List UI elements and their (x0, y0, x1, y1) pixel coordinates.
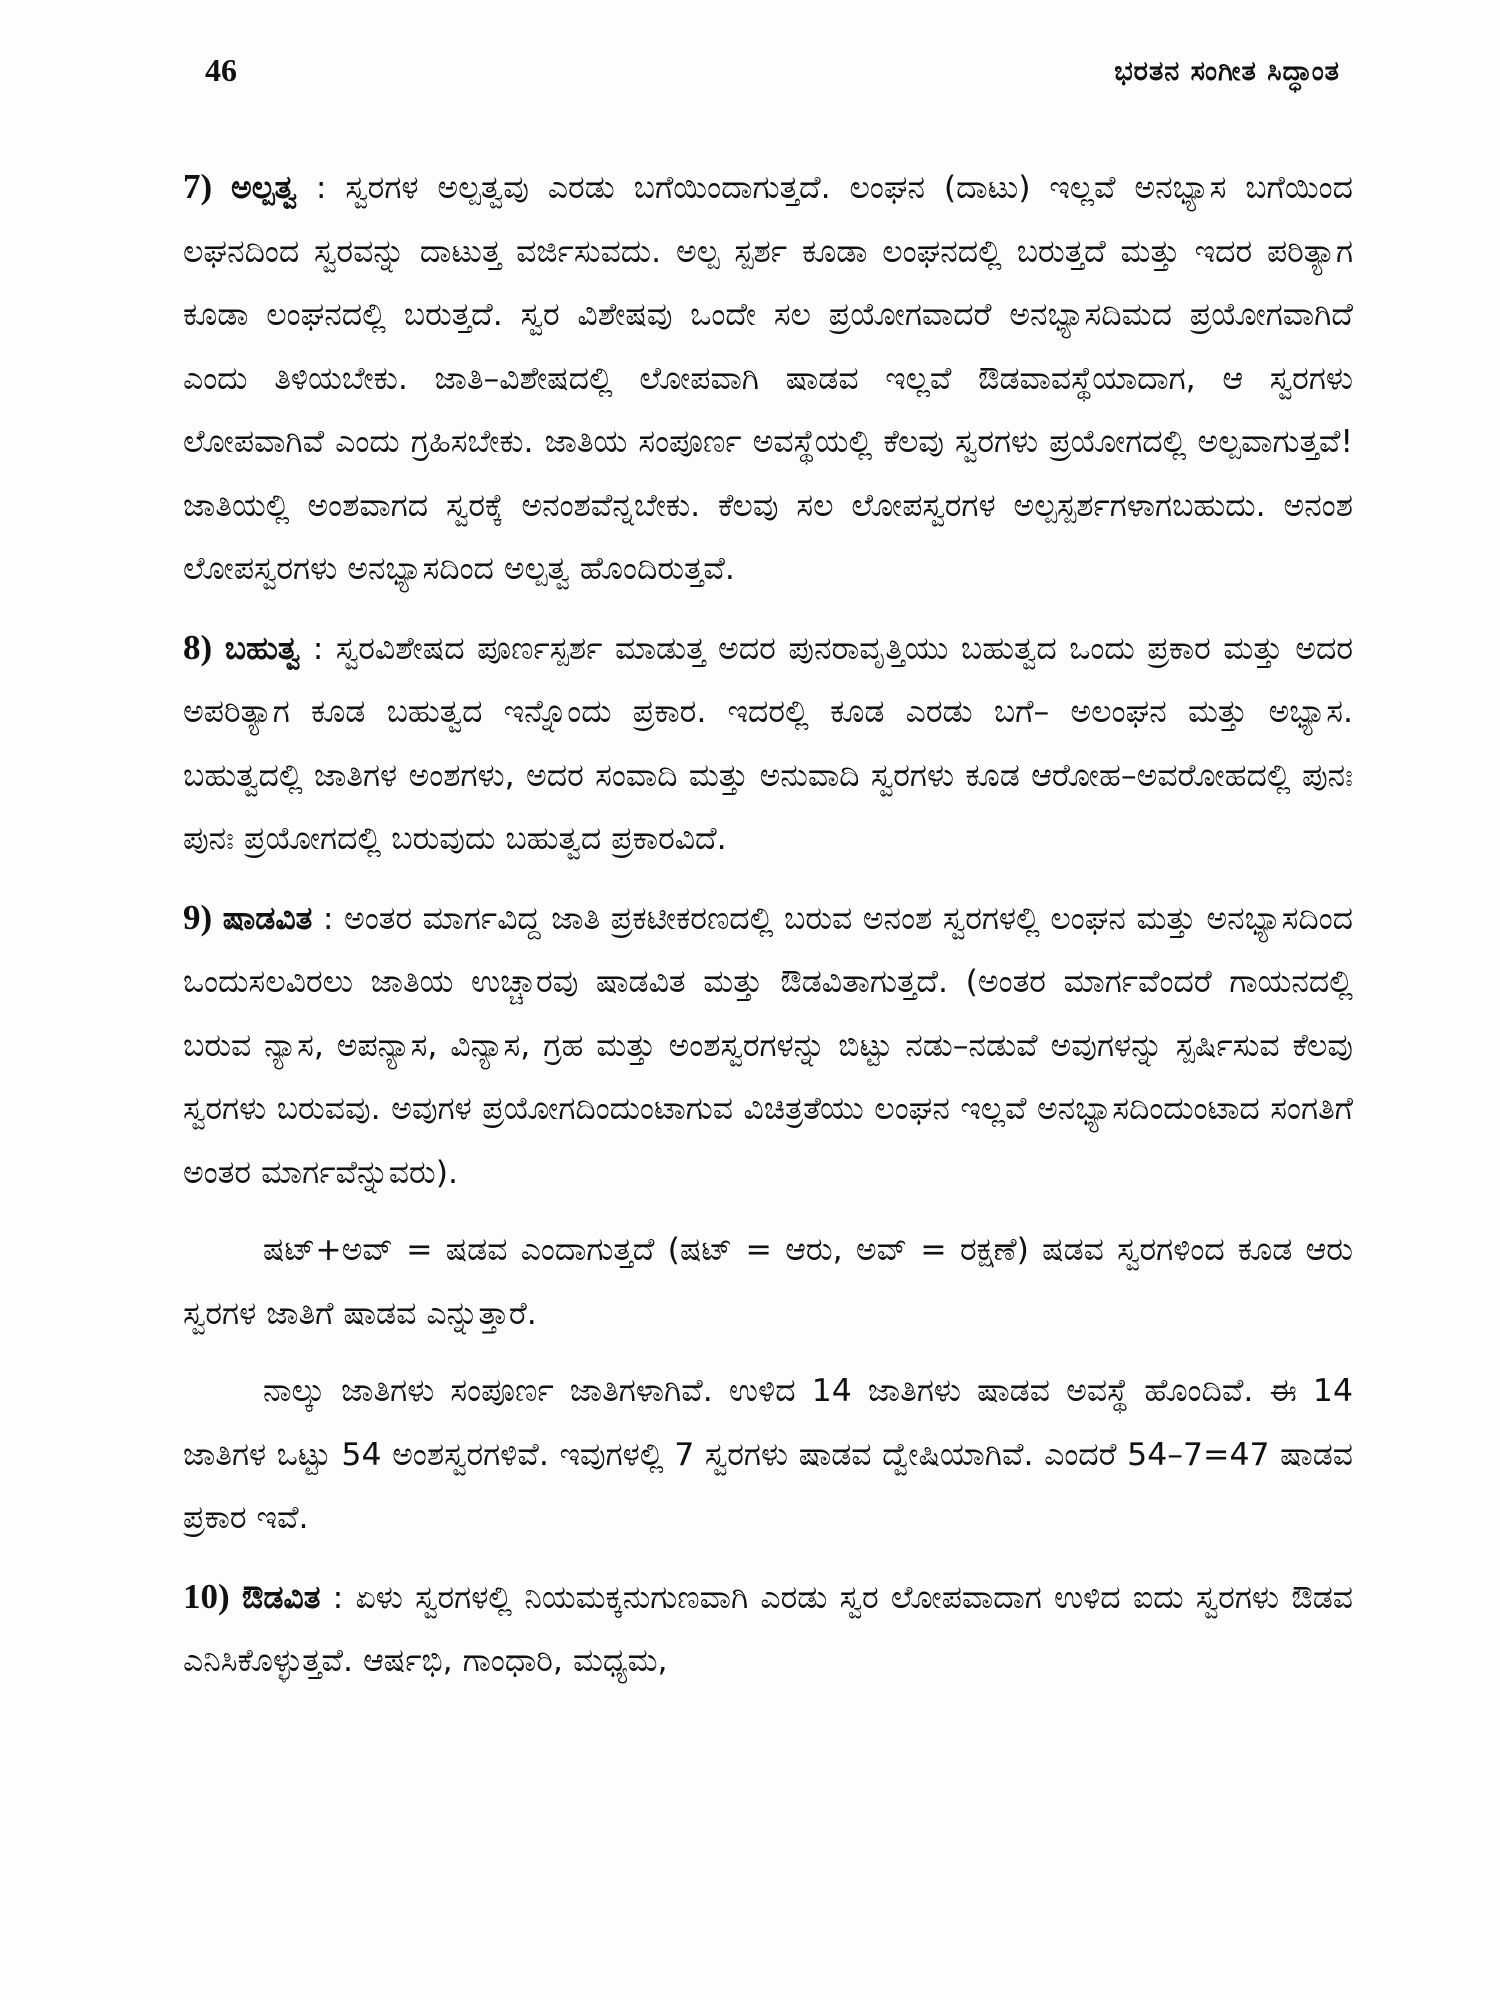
page-header (205, 52, 1340, 102)
section-number: 7) (183, 167, 213, 206)
section-term: ಷಾಡವಿತ (222, 900, 313, 937)
page-number: 46 (205, 52, 237, 88)
paragraph-shadava-etymology: ಷಟ್+ಅವ್ = ಷಡವ ಎಂದಾಗುತ್ತದೆ (ಷಟ್ = ಆರು, ಅವ್ = ರಕ್ಷಣೆ) ಷಡವ ಸ್ವರಗಳಿಂದ ಕೂಡ ಆರು ಸ್ವರಗಳ ಜಾತಿಗೆ ಷಾಡವ ಎನ್ನುತ್ತಾರೆ. (183, 1232, 1353, 1332)
section-term: ಔಡವಿತ (241, 1579, 321, 1616)
section-number: 8) (183, 627, 213, 667)
section-alpatva (183, 155, 1353, 602)
section-text: : ಅಂತರ ಮಾರ್ಗವಿದ್ದ ಜಾತಿ ಪ್ರಕಟೀಕರಣದಲ್ಲಿ ಬರುವ ಅನಂಶ ಸ್ವರಗಳಲ್ಲಿ ಲಂಘನ ಮತ್ತು ಅನಭ್ಯಾಸದಿಂದ ಒಂದುಸಲವಿರಲು ಜಾತಿಯ ಉಚ್ಚಾರವು ಷಾಡವಿತ ಮತ್ತು ಔಡವಿತಾಗುತ್ತದೆ. (ಅಂತರ ಮಾರ್ಗವೆಂದರೆ ಗಾಯನದಲ್ಲಿ ಬರುವ ನ್ಯಾಸ, ಅಪನ್ಯಾಸ, ವಿನ್ಯಾಸ, ಗ್ರಹ ಮತ್ತು ಅಂಶಸ್ವರಗಳನ್ನು ಬಿಟ್ಟು ನಡು–ನಡುವೆ ಅವುಗಳನ್ನು ಸ್ಪರ್ಷಿಸುವ ಕೆಲವು ಸ್ವರಗಳು ಬರುವವು. ಅವುಗಳ ಪ್ರಯೋಗದಿಂದುಂಟಾಗುವ ವಿಚಿತ್ರತೆಯು ಲಂಘನ ಇಲ್ಲವೆ ಅನಭ್ಯಾಸದಿಂದುಂಟಾದ ಸಂಗತಿಗೆ ಅಂತರ ಮಾರ್ಗವೆನ್ನುವರು). (183, 900, 1354, 1191)
running-title: ಭರತನ ಸಂಗೀತ ಸಿದ್ಧಾಂತ (1114, 56, 1340, 87)
section-term: ಅಲ್ಪತ್ವ (231, 170, 297, 206)
section-shadavita (183, 886, 1353, 1206)
section-text: : ಸ್ವರವಿಶೇಷದ ಪೂರ್ಣಸ್ಪರ್ಶ ಮಾಡುತ್ತ ಅದರ ಪುನರಾವೃತ್ತಿಯು ಬಹುತ್ವದ ಒಂದು ಪ್ರಕಾರ ಮತ್ತು ಅದರ ಅಪರಿತ್ಯಾಗ ಕೂಡ ಬಹುತ್ವದ ಇನ್ನೊಂದು ಪ್ರಕಾರ. ಇದರಲ್ಲಿ ಕೂಡ ಎರಡು ಬಗೆ– ಅಲಂಘನ ಮತ್ತು ಅಭ್ಯಾಸ. ಬಹುತ್ವದಲ್ಲಿ ಜಾತಿಗಳ ಅಂಶಗಳು, ಅದರ ಸಂವಾದಿ ಮತ್ತು ಅನುವಾದಿ ಸ್ವರಗಳು ಕೂಡ ಆರೋಹ–ಅವರೋಹದಲ್ಲಿ ಪುನಃ ಪುನಃ ಪ್ರಯೋಗದಲ್ಲಿ ಬರುವುದು ಬಹುತ್ವದ ಪ್ರಕಾರವಿದೆ. (183, 630, 1354, 857)
section-number: 10) (183, 1576, 230, 1616)
section-text: : ಏಳು ಸ್ವರಗಳಲ್ಲಿ ನಿಯಮಕ್ಕನುಗುಣವಾಗಿ ಎರಡು ಸ್ವರ ಲೋಪವಾದಾಗ ಉಳಿದ ಐದು ಸ್ವರಗಳು ಔಡವ ಎನಿಸಿಕೊಳ್ಳುತ್ತವೆ. ಆರ್ಷಭಿ, ಗಾಂಧಾರಿ, ಮಧ್ಯಮ, (183, 1579, 1353, 1679)
page-body (183, 155, 1353, 1708)
paragraph-jati-count: ನಾಲ್ಕು ಜಾತಿಗಳು ಸಂಪೂರ್ಣ ಜಾತಿಗಳಾಗಿವೆ. ಉಳಿದ 14 ಜಾತಿಗಳು ಷಾಡವ ಅವಸ್ಥೆ ಹೊಂದಿವೆ. ಈ 14 ಜಾತಿಗಳ ಒಟ್ಟು 54 ಅಂಶಸ್ವರಗಳಿವೆ. ಇವುಗಳಲ್ಲಿ 7 ಸ್ವರಗಳು ಷಾಡವ ದ್ವೇಷಿಯಾಗಿವೆ. ಎಂದರೆ 54–7=47 ಷಾಡವ ಪ್ರಕಾರ ಇವೆ. (183, 1373, 1353, 1536)
section-number: 9) (183, 897, 213, 937)
section-bahutva (183, 616, 1353, 872)
section-term: ಬಹುತ್ವ (224, 630, 301, 667)
section-audavita (183, 1565, 1353, 1694)
section-text: : ಸ್ವರಗಳ ಅಲ್ಪತ್ವವು ಎರಡು ಬಗೆಯಿಂದಾಗುತ್ತದೆ. ಲಂಘನ (ದಾಟು) ಇಲ್ಲವೆ ಅನಭ್ಯಾಸ ಬಗೆಯಿಂದ ಲಘನದಿಂದ ಸ್ವರವನ್ನು ದಾಟುತ್ತ ವರ್ಜಿಸುವದು. ಅಲ್ಪ ಸ್ಪರ್ಶ ಕೂಡಾ ಲಂಘನದಲ್ಲಿ ಬರುತ್ತದೆ ಮತ್ತು ಇದರ ಪರಿತ್ಯಾಗ ಕೂಡಾ ಲಂಘನದಲ್ಲಿ ಬರುತ್ತದೆ. ಸ್ವರ ವಿಶೇಷವು ಒಂದೇ ಸಲ ಪ್ರಯೋಗವಾದರೆ ಅನಭ್ಯಾಸದಿಮದ ಪ್ರಯೋಗವಾಗಿದೆ ಎಂದು ತಿಳಿಯಬೇಕು. ಜಾತಿ–ವಿಶೇಷದಲ್ಲಿ ಲೋಪವಾಗಿ ಷಾಡವ ಇಲ್ಲವೆ ಔಡವಾವಸ್ಥೆಯಾದಾಗ, ಆ ಸ್ವರಗಳು ಲೋಪವಾಗಿವೆ ಎಂದು ಗ್ರಹಿಸಬೇಕು. ಜಾತಿಯ ಸಂಪೂರ್ಣ ಅವಸ್ಥೆಯಲ್ಲಿ ಕೆಲವು ಸ್ವರಗಳು ಪ್ರಯೋಗದಲ್ಲಿ ಅಲ್ಪವಾಗುತ್ತವೆ! ಜಾತಿಯಲ್ಲಿ ಅಂಶವಾಗದ ಸ್ವರಕ್ಕೆ ಅನಂಶವೆನ್ನಬೇಕು. ಕೆಲವು ಸಲ ಲೋಪಸ್ವರಗಳ ಅಲ್ಪಸ್ಪರ್ಶಗಳಾಗಬಹುದು. ಅನಂಶ ಲೋಪಸ್ವರಗಳು ಅನಭ್ಯಾಸದಿಂದ ಅಲ್ಪತ್ವ ಹೊಂದಿರುತ್ತವೆ. (183, 170, 1353, 587)
